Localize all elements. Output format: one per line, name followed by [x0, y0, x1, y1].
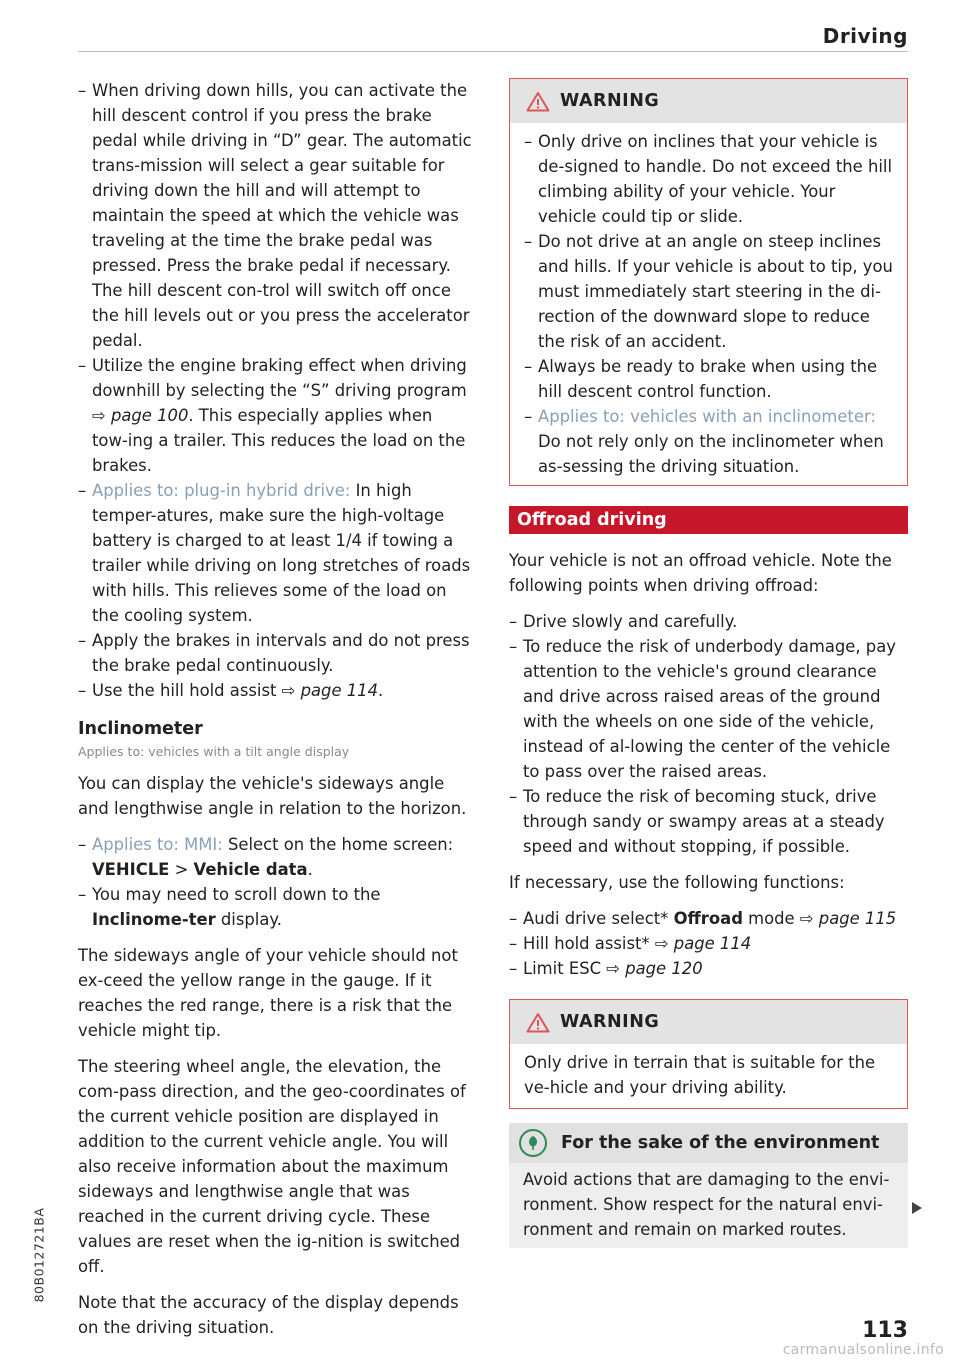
list-item: – Use the hill hold assist ⇨ page 114.: [78, 678, 473, 703]
offroad-mode-term: Offroad: [673, 909, 743, 928]
environment-header: [509, 1123, 908, 1163]
functions-list: [509, 906, 908, 981]
warning-list: [524, 129, 893, 479]
list-item: – Only drive on inclines that your vehicle is de-signed to handle. Do not exceed the hill climbing ability of your vehicle. Your vehicle could tip or slide.: [524, 129, 893, 229]
warning-box: [509, 78, 908, 486]
environment-title: For the sake of the environment: [561, 1132, 880, 1153]
inclinometer-term: Inclinome-ter: [92, 910, 216, 929]
list-item: – To reduce the risk of becoming stuck, drive through sandy or swampy areas at a steady speed and without stopping, if possible.: [509, 784, 908, 859]
list-item: – Applies to: vehicles with an inclinometer: Do not rely only on the inclinometer when as-sessing the driving situation.: [524, 404, 893, 479]
leaf-icon: [519, 1129, 547, 1157]
paragraph: If necessary, use the following functions:: [509, 873, 845, 892]
page-link[interactable]: ⇨ page 120: [606, 959, 703, 978]
warning-body: [510, 1044, 907, 1100]
applies-label: Applies to: MMI:: [92, 835, 223, 854]
list-item: – Audi drive select* Offroad mode ⇨ page 115: [509, 906, 908, 931]
left-column: [78, 78, 473, 1351]
paragraph: You can display the vehicle's sideways angle and lengthwise angle in relation to the horizon.: [78, 774, 467, 818]
warning-header: [510, 1000, 907, 1044]
list-item: – You may need to scroll down to the Inclinome-ter display.: [78, 882, 473, 932]
list-item: – Do not drive at an angle on steep inclines and hills. If your vehicle is about to tip, you must immediately start steering in the di-rection of the downward slope to reduce the risk of an accident.: [524, 229, 893, 354]
tree-icon: [525, 1135, 541, 1151]
paragraph: Avoid actions that are damaging to the envi-ronment. Show respect for the natural envi-ronment and remain on marked routes.: [523, 1170, 890, 1239]
paragraph: The sideways angle of your vehicle should not ex-ceed the yellow range in the gauge. If it reaches the red range, there is a risk that the vehicle might tip.: [78, 946, 458, 1040]
paragraph: Your vehicle is not an offroad vehicle. Note the following points when driving offroad:: [509, 551, 892, 595]
hill-tips-list: [78, 78, 473, 703]
header-rule: [78, 51, 908, 52]
continue-arrow-icon: [912, 1202, 922, 1214]
page-link[interactable]: ⇨ page 100: [92, 406, 189, 425]
list-item: – Applies to: MMI: Select on the home screen: VEHICLE > Vehicle data.: [78, 832, 473, 882]
page-link[interactable]: ⇨ page 114: [281, 681, 379, 700]
warning-box: [509, 999, 908, 1109]
inclinometer-heading: Inclinometer: [78, 719, 203, 739]
offroad-heading: Offroad driving: [509, 506, 908, 534]
list-item: – Always be ready to brake when using the hill descent control function.: [524, 354, 893, 404]
offroad-list: [509, 609, 908, 859]
paragraph: Note that the accuracy of the display depends on the driving situation.: [78, 1293, 459, 1337]
warning-header: [510, 79, 907, 123]
page-number: 113: [862, 1318, 908, 1343]
list-item: – When driving down hills, you can activate the hill descent control if you press the brake pedal while driving in “D” gear. The automatic trans-mission will select a gear suitable for driving down the hill and will attempt to maintain the speed at which the vehicle was traveling at the time the brake pedal was pressed. Press the brake pedal if necessary. The hill descent con-trol will switch off once the hill levels out or you press the accelerator pedal.: [78, 78, 473, 353]
list-item: – Utilize the engine braking effect when driving downhill by selecting the “S” driving program ⇨ page 100. This especially applies when tow-ing a trailer. This reduces the load on the brakes.: [78, 353, 473, 478]
warning-title: WARNING: [560, 1011, 660, 1032]
applies-label: Applies to: vehicles with an inclinometer:: [538, 407, 876, 426]
environment-box: [509, 1123, 908, 1248]
document-code: 80B012721BA: [31, 1207, 47, 1303]
list-item: – Apply the brakes in intervals and do not press the brake pedal continuously.: [78, 628, 473, 678]
list-item: – To reduce the risk of underbody damage, pay attention to the vehicle's ground clearance and drive across raised areas of the ground with the wheels on one side of the vehicle, instead of al-lowing the center of the vehicle to pass over the raised areas.: [509, 634, 908, 784]
inclinometer-steps: [78, 832, 473, 932]
warning-title: WARNING: [560, 90, 660, 111]
list-item: – Limit ESC ⇨ page 120: [509, 956, 908, 981]
menu-path-vehicle-data: Vehicle data: [193, 860, 308, 879]
right-column: [509, 78, 908, 1248]
list-item: – Drive slowly and carefully.: [509, 609, 908, 634]
warning-triangle-icon: [526, 91, 550, 112]
applies-label: Applies to: plug-in hybrid drive:: [92, 481, 351, 500]
list-item: – Hill hold assist* ⇨ page 114: [509, 931, 908, 956]
environment-body: [509, 1163, 908, 1248]
paragraph: The steering wheel angle, the elevation, the com-pass direction, and the geo-coordinates of the current vehicle position are displayed in addition to the current vehicle angle. You will also receive information about the maximum sideways and lengthwise angle that was reached in the current driving cycle. These values are reset when the ig-nition is switched off.: [78, 1057, 466, 1276]
warning-triangle-icon: [526, 1012, 550, 1033]
paragraph: Only drive in terrain that is suitable for the ve-hicle and your driving ability.: [524, 1053, 876, 1097]
watermark: carmanualsonline.info: [782, 1342, 944, 1358]
applies-note: Applies to: vehicles with a tilt angle display: [78, 744, 350, 759]
page-link[interactable]: ⇨ page 115: [799, 909, 897, 928]
menu-path-vehicle: VEHICLE: [92, 860, 170, 879]
section-title: Driving: [822, 24, 908, 48]
warning-body: [510, 123, 907, 479]
page-link[interactable]: ⇨ page 114: [654, 934, 752, 953]
list-item: – Applies to: plug-in hybrid drive: In high temper-atures, make sure the high-voltage battery is charged to at least 1/4 if towing a trailer while driving on long stretches of roads with hills. This relieves some of the load on the cooling system.: [78, 478, 473, 628]
